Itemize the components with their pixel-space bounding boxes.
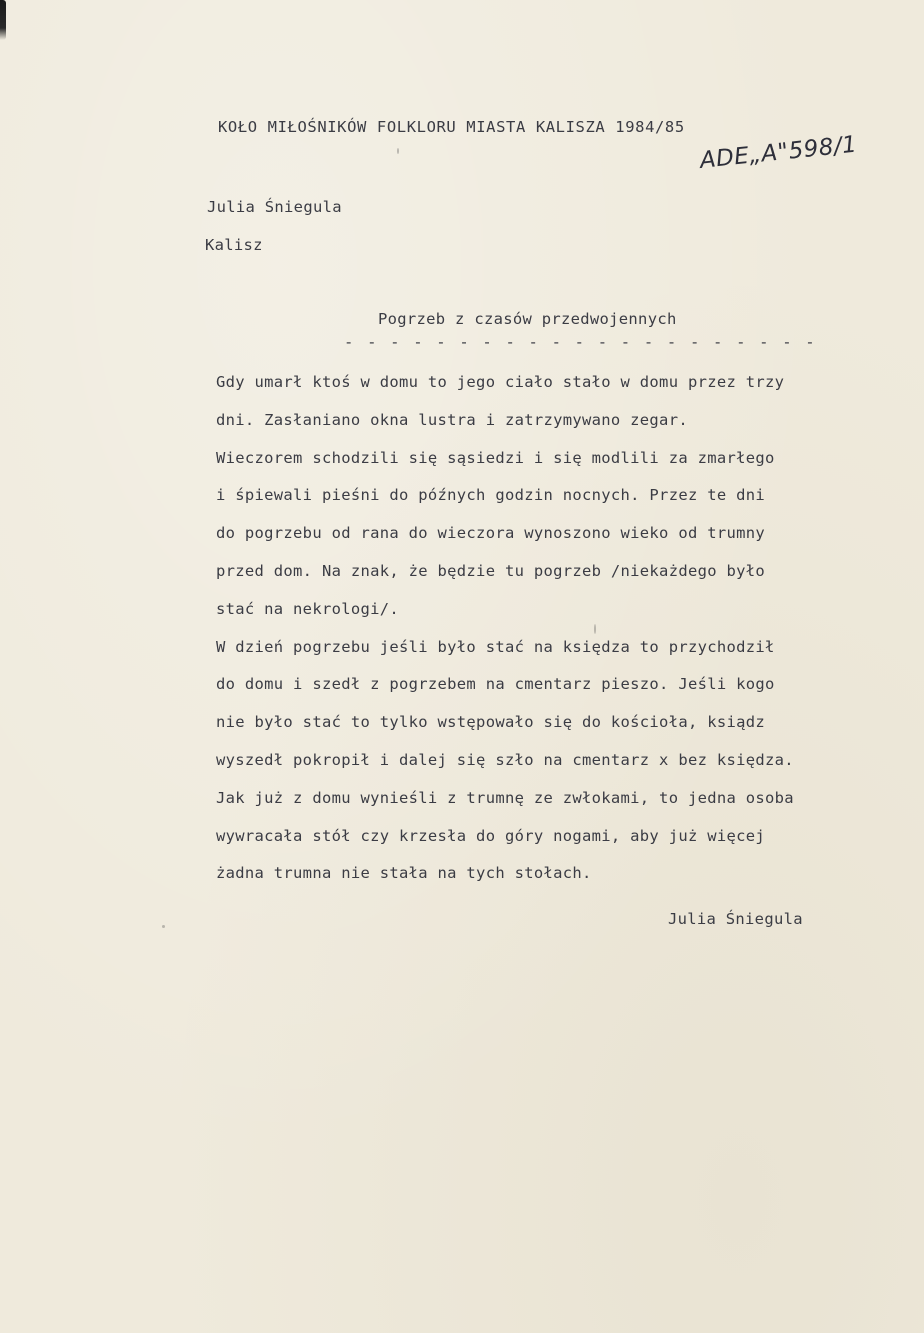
author-name: Julia Śniegula xyxy=(207,198,342,216)
body-line: do domu i szedł z pogrzebem na cmentarz pieszo. Jeśli kogo xyxy=(216,675,775,694)
body-line: wywracała stół czy krzesła do góry nogami, aby już więcej xyxy=(216,826,766,845)
author-city: Kalisz xyxy=(205,236,263,254)
organization-header: KOŁO MIŁOŚNIKÓW FOLKLORU MIASTA KALISZA 1984/85 xyxy=(218,118,685,136)
paper-speck xyxy=(162,925,165,928)
body-line: wyszedł pokropił i dalej się szło na cmentarz x bez księdza. xyxy=(216,750,794,769)
body-line: stać na nekrologi/. xyxy=(216,599,400,618)
body-line: W dzień pogrzebu jeśli było stać na księdza to przychodził xyxy=(216,637,775,656)
paper-speck xyxy=(397,148,399,154)
document-title: Pogrzeb z czasów przedwojennych xyxy=(378,310,677,328)
body-line: dni. Zasłaniano okna lustra i zatrzymywano zegar. xyxy=(216,410,688,429)
body-line: Gdy umarł ktoś w domu to jego ciało stało w domu przez trzy xyxy=(216,373,785,391)
body-line: Wieczorem schodzili się sąsiedzi i się modlili za zmarłego xyxy=(216,448,775,467)
body-line: do pogrzebu od rana do wieczora wynoszono wieko od trumny xyxy=(216,524,766,543)
archive-reference-handwritten: ADE„A"598/1 xyxy=(698,131,859,174)
body-line: Jak już z domu wynieśli z trumnę ze zwłokami, to jedna osoba xyxy=(216,788,794,807)
title-underline: - - - - - - - - - - - - - - - - - - - - - xyxy=(344,333,817,351)
body-line: żadna trumna nie stała na tych stołach. xyxy=(216,864,592,883)
paper-speck xyxy=(594,624,596,634)
body-line: przed dom. Na znak, że będzie tu pogrzeb /niekażdego było xyxy=(216,561,766,580)
body-text xyxy=(216,372,916,901)
page-edge-mark xyxy=(0,0,6,40)
body-line: nie było stać to tylko wstępowało się do kościoła, ksiądz xyxy=(216,713,766,732)
body-line: i śpiewali pieśni do późnych godzin nocnych. Przez te dni xyxy=(216,486,766,505)
signature: Julia Śniegula xyxy=(668,910,803,928)
